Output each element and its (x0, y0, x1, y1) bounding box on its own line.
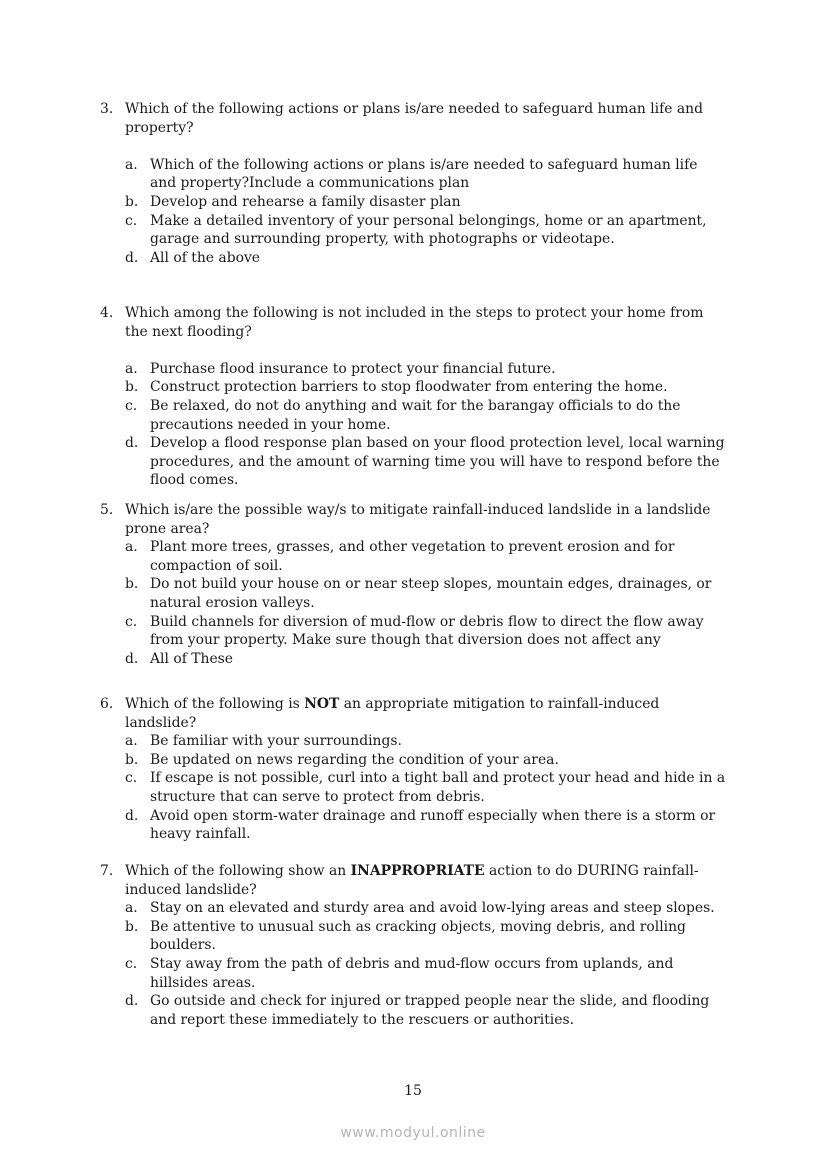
option-text: All of the above (150, 249, 261, 266)
option-text: Be familiar with your surroundings. (150, 733, 402, 750)
page-number: 15 (404, 1083, 422, 1099)
question-text (125, 100, 727, 137)
option-text: Stay on an elevated and sturdy area and avoid low-lying areas and steep slopes. (150, 900, 715, 917)
option-text: Go outside and check for injured or trapped people near the slide, and flooding and report these immediately to the rescuers or authorities. (150, 993, 710, 1028)
option-list (125, 899, 727, 1029)
option-letter: d. (125, 435, 139, 452)
question-4 (100, 304, 727, 490)
option-b (125, 918, 727, 955)
option-letter: b. (125, 751, 139, 768)
option-letter: b. (125, 918, 139, 935)
option-text: Purchase flood insurance to protect your financial future. (150, 360, 556, 377)
option-text: Make a detailed inventory of your personal belongings, home or an apartment, garage and surrounding property, with photographs or videotape. (150, 212, 707, 248)
watermark: www.modyul.online (340, 1125, 486, 1141)
option-d (125, 992, 727, 1029)
option-list (125, 156, 727, 268)
option-text: Be updated on news regarding the condition of your area. (150, 751, 559, 768)
option-a (125, 732, 727, 751)
question-number: 3. (100, 101, 114, 117)
option-list (125, 538, 727, 668)
option-text: Be relaxed, do not do anything and wait for the barangay officials to do the precautions needed in your home. (150, 397, 681, 433)
option-c (125, 613, 727, 650)
option-d (125, 807, 727, 844)
option-text: Stay away from the path of debris and mud-flow occurs from uplands, and hillsides areas. (150, 955, 674, 991)
option-letter: a. (125, 360, 138, 377)
option-text: Build channels for diversion of mud-flow or debris flow to direct the flow away from your property. Make sure though that diversion does not affect any (150, 613, 704, 649)
option-b (125, 378, 727, 397)
question-stem (100, 501, 727, 538)
question-stem (100, 304, 727, 341)
question-text-part: Which is/are the possible way/s to mitigate rainfall-induced landslide in a landslide prone area? (125, 502, 711, 537)
option-text: Be attentive to unusual such as cracking objects, moving debris, and rolling boulders. (150, 918, 686, 954)
question-number: 4. (100, 305, 114, 321)
option-letter: a. (125, 733, 138, 750)
question-text (125, 862, 727, 899)
question-stem (100, 100, 727, 137)
question-7 (100, 862, 727, 1029)
option-text: Which of the following actions or plans is/are needed to safeguard human life and property?Include a communications plan (150, 156, 698, 192)
option-a (125, 899, 727, 918)
option-letter: b. (125, 379, 139, 396)
option-text: Develop a flood response plan based on your flood protection level, local warning procedures, and the amount of warning time you will have to respond before the flood comes. (150, 435, 725, 489)
option-letter: d. (125, 249, 139, 266)
question-number: 7. (100, 863, 114, 879)
option-d (125, 249, 727, 268)
option-b (125, 575, 727, 612)
option-letter: d. (125, 807, 139, 824)
option-text: Avoid open storm-water drainage and runoff especially when there is a storm or heavy rainfall. (150, 807, 716, 843)
option-b (125, 193, 727, 212)
option-b (125, 751, 727, 770)
question-text (125, 501, 727, 538)
option-text: If escape is not possible, curl into a tight ball and protect your head and hide in a structure that can serve to protect from debris. (150, 770, 726, 805)
question-text (125, 304, 727, 341)
option-letter: b. (125, 576, 139, 593)
question-6 (100, 695, 727, 844)
option-a (125, 538, 727, 575)
option-d (125, 650, 727, 669)
option-letter: c. (125, 397, 138, 414)
option-c (125, 397, 727, 434)
option-text: Develop and rehearse a family disaster plan (150, 193, 461, 210)
question-text-part: action to do DURING rainfall-induced landslide? (125, 863, 699, 898)
option-text: All of These (150, 650, 234, 667)
option-text: Construct protection barriers to stop floodwater from entering the home. (150, 379, 668, 396)
question-stem (100, 862, 727, 899)
option-letter: c. (125, 770, 138, 787)
option-letter: a. (125, 156, 138, 173)
option-letter: a. (125, 900, 138, 917)
question-number: 5. (100, 502, 114, 518)
question-text-part: an appropriate mitigation to rainfall-induced landslide? (125, 696, 660, 731)
option-letter: c. (125, 212, 138, 229)
question-stem (100, 695, 727, 732)
option-list (125, 732, 727, 844)
question-3 (100, 100, 727, 267)
emphasis: INAPPROPRIATE (350, 863, 485, 879)
question-text (125, 695, 727, 732)
question-text-part: Which of the following is (125, 696, 305, 712)
option-letter: c. (125, 613, 138, 630)
option-c (125, 212, 727, 249)
option-letter: d. (125, 650, 139, 667)
question-number: 6. (100, 696, 114, 712)
option-letter: d. (125, 993, 139, 1010)
option-text: Plant more trees, grasses, and other vegetation to prevent erosion and for compaction of soil. (150, 539, 675, 574)
option-c (125, 955, 727, 992)
option-d (125, 434, 727, 490)
option-a (125, 156, 727, 193)
option-text: Do not build your house on or near steep slopes, mountain edges, drainages, or natural erosion valleys. (150, 576, 712, 611)
question-5 (100, 501, 727, 668)
question-text-part: Which of the following actions or plans is/are needed to safeguard human life and property? (125, 101, 703, 136)
question-text-part: Which among the following is not included in the steps to protect your home from the next flooding? (125, 305, 704, 340)
option-letter: c. (125, 955, 138, 972)
emphasis: NOT (304, 696, 340, 712)
question-text-part: Which of the following show an (125, 863, 351, 879)
option-list (125, 360, 727, 490)
option-a (125, 360, 727, 379)
option-c (125, 769, 727, 806)
option-letter: a. (125, 539, 138, 556)
option-letter: b. (125, 193, 139, 210)
